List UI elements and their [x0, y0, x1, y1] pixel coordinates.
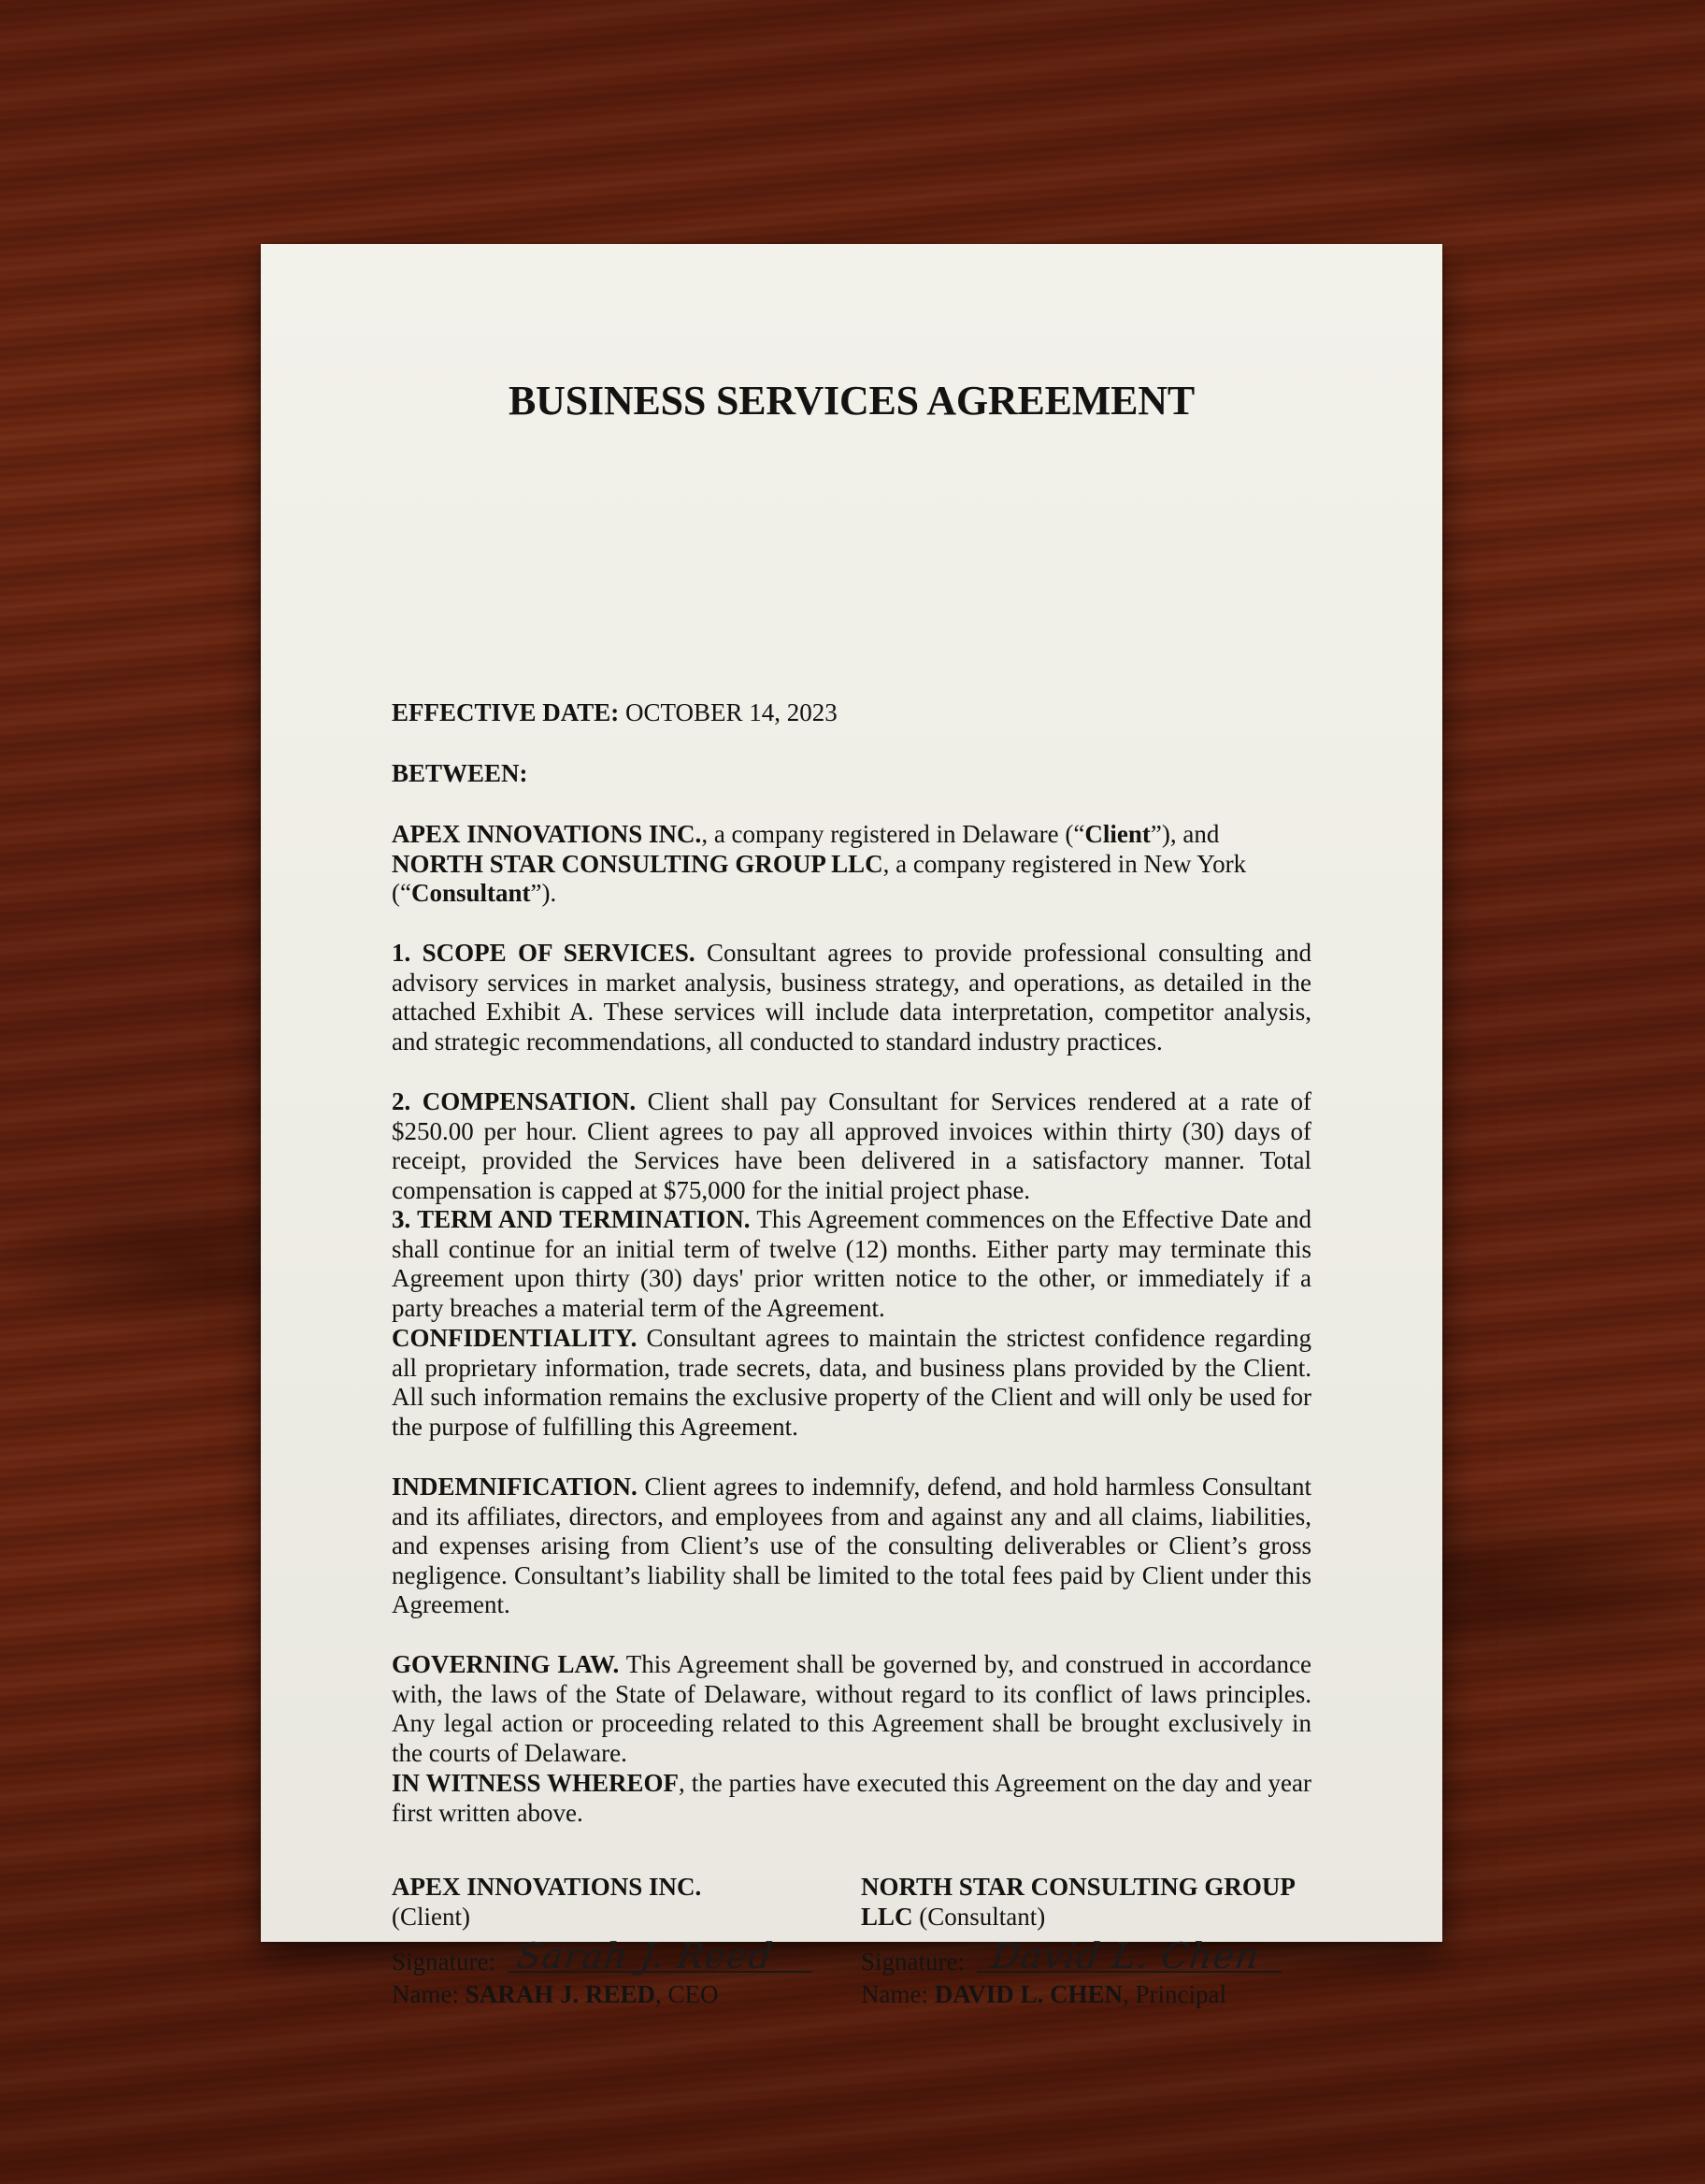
client-signature-label: Signature:	[392, 1947, 495, 1976]
section-witness-body: , the parties have executed this Agreement on the day and year first written above.	[392, 1769, 1311, 1827]
section-governing-law	[392, 1650, 1311, 1768]
consultant-signer-title: , Principal	[1123, 1980, 1227, 2008]
consultant-party-name: NORTH STAR CONSULTING GROUP LLC	[392, 849, 883, 878]
client-party-term: Client	[1084, 820, 1151, 848]
effective-date-value: OCTOBER 14, 2023	[625, 698, 838, 726]
client-party-text-2: ”), and	[1150, 820, 1220, 848]
effective-date-line	[392, 698, 1311, 728]
client-signature-block	[392, 1873, 859, 2010]
section-compensation	[392, 1087, 1311, 1205]
consultant-name-line	[861, 1980, 1319, 2010]
section-confidentiality	[392, 1324, 1311, 1442]
section-indemnification	[392, 1473, 1311, 1620]
consultant-party-text-2: ”).	[530, 879, 557, 907]
between-heading	[392, 759, 1311, 789]
client-party-name: APEX INNOVATIONS INC.	[392, 820, 702, 848]
section-governing-law-heading: GOVERNING LAW.	[392, 1650, 620, 1678]
consultant-company-name: NORTH STAR CONSULTING GROUP LLC	[861, 1873, 1295, 1931]
parties-paragraph	[392, 820, 1311, 909]
document-page	[261, 244, 1442, 2008]
section-confidentiality-body: Consultant agrees to maintain the strictest confidence regarding all proprietary information, trade secrets, data, and business plans provided by the Client. All such information remains the exclusive property of the Client and will only be used for the purpose of fulfilling this Agreement.	[392, 1324, 1312, 1441]
section-term-body: This Agreement commences on the Effective Date and shall continue for an initial term of twelve (12) months. Either party may terminate this Agreement upon thirty (30) days' prior written notice to the other, or immediately if a party breaches a material term of the Agreement.	[392, 1205, 1312, 1322]
section-term-heading: 3. TERM AND TERMINATION.	[392, 1205, 751, 1233]
section-witness-heading: IN WITNESS WHEREOF	[392, 1769, 680, 1797]
client-name-line	[392, 1980, 859, 2010]
section-witness	[392, 1769, 1311, 1828]
effective-date-label: EFFECTIVE DATE:	[392, 698, 620, 726]
section-compensation-body: Client shall pay Consultant for Services rendered at a rate of $250.00 per hour. Client agrees to pay all approved invoices within thirty (30) days of receipt, provided the Services have been delivered in a satisfactory manner. Total compensation is capped at $75,000 for the initial project phase.	[392, 1087, 1311, 1204]
consultant-signer-name: DAVID L. CHEN	[934, 1980, 1124, 2008]
section-indemnification-heading: INDEMNIFICATION.	[392, 1473, 638, 1501]
client-signature: Sarah J. Reed	[514, 1934, 776, 1976]
client-party-text-1: , a company registered in Delaware (“	[701, 820, 1085, 848]
document-title: BUSINESS SERVICES AGREEMENT	[509, 378, 1195, 424]
consultant-signature-row	[861, 1932, 1319, 1980]
client-signature-row	[392, 1932, 859, 1980]
consultant-signature-block	[861, 1873, 1319, 2010]
section-term	[392, 1205, 1311, 1323]
client-company-name: APEX INNOVATIONS INC.	[392, 1873, 702, 1901]
consultant-signature: David L. Chen	[989, 1934, 1263, 1976]
client-name-label: Name:	[392, 1980, 459, 2008]
section-scope	[392, 939, 1311, 1056]
client-signer-name: SARAH J. REED	[465, 1980, 656, 2008]
client-role: (Client)	[392, 1902, 470, 1931]
section-indemnification-body: Client agrees to indemnify, defend, and hold harmless Consultant and its affiliates, directors, and employees from and against any and all claims, liabilities, and expenses arising from Client’s use of the consulting deliverables or Client’s gross negligence. Consultant’s liability shall be limited to the total fees paid by Client under this Agreement.	[392, 1473, 1311, 1618]
client-signer-title: , CEO	[655, 1980, 719, 2008]
section-confidentiality-heading: CONFIDENTIALITY.	[392, 1324, 638, 1352]
consultant-signature-label: Signature:	[861, 1947, 965, 1976]
consultant-role: (Consultant)	[912, 1902, 1046, 1931]
section-scope-body: Consultant agrees to provide professional consulting and advisory services in market analysis, business strategy, and operations, as detailed in the attached Exhibit A. These services will include data interpretation, competitor analysis, and strategic recommendations, all conducted to standard industry practices.	[392, 939, 1312, 1056]
consultant-party-text-1: , a company registered in New York (“	[392, 849, 1247, 907]
section-compensation-heading: 2. COMPENSATION.	[392, 1087, 637, 1115]
section-scope-heading: 1. SCOPE OF SERVICES.	[392, 939, 695, 967]
between-label: BETWEEN:	[392, 759, 528, 787]
section-governing-law-body: This Agreement shall be governed by, and construed in accordance with, the laws of the State of Delaware, without regard to its conflict of laws principles. Any legal action or proceeding related to this Agreement shall be brought exclusively in the courts of Delaware.	[392, 1650, 1311, 1767]
consultant-name-label: Name:	[861, 1980, 928, 2008]
consultant-party-term: Consultant	[410, 879, 531, 907]
